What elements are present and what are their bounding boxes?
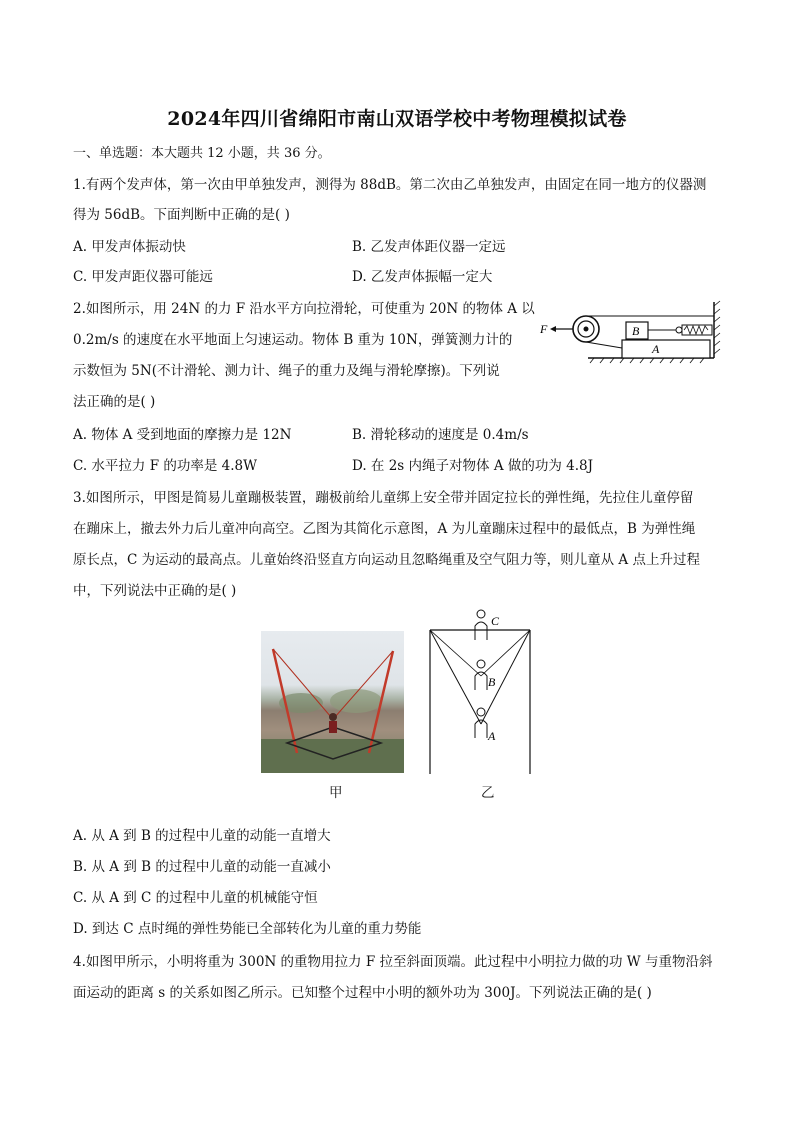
q3-stem-line4: 中，下列说法中正确的是( ) — [73, 583, 237, 599]
q2-stem-line2: 0.2m/s 的速度在水平地面上匀速运动。物体 B 重为 10N，弹簧测力计的 — [73, 332, 513, 348]
diagram-label-b: B — [488, 675, 496, 689]
diagram-label-a: A — [488, 729, 496, 743]
q3-option-d: D. 到达 C 点时绳的弹性势能已全部转化为儿童的重力势能 — [73, 921, 422, 937]
page-title: 2024年四川省绵阳市南山双语学校中考物理模拟试卷 — [167, 108, 627, 130]
fig-label-a: A — [652, 342, 660, 356]
q2-option-b: B. 滑轮移动的速度是 0.4m/s — [352, 427, 529, 443]
q3-stem-line2: 在蹦床上，撤去外力后儿童冲向高空。乙图为其简化示意图，A 为儿童蹦床过程中的最低点，B 为弹性绳 — [73, 521, 696, 537]
q3-option-c: C. 从 A 到 C 的过程中儿童的机械能守恒 — [73, 890, 318, 906]
fig-label-f: F — [540, 322, 548, 336]
section-heading: 一、单选题：本大题共 12 小题，共 36 分。 — [73, 146, 331, 161]
q2-option-d: D. 在 2s 内绳子对物体 A 做的功为 4.8J — [352, 458, 594, 474]
q4-stem-line2: 面运动的距离 s 的关系如图乙所示。已知整个过程中小明的额外功为 300J。下列说法正确的是( ) — [73, 985, 652, 1001]
caption-yi: 乙 — [481, 785, 495, 801]
q1-option-c: C. 甲发声距仪器可能远 — [73, 269, 213, 285]
bungee-photo — [261, 631, 404, 773]
q2-stem-line1: 2.如图所示，用 24N 的力 F 沿水平方向拉滑轮，可使重为 20N 的物体 A 以 — [73, 301, 535, 317]
q1-stem-line1: 1.有两个发声体，第一次由甲单独发声，测得为 88dB。第二次由乙单独发声，由固定在同一地方的仪器测 — [73, 177, 707, 193]
q2-stem-line4: 法正确的是( ) — [73, 394, 156, 410]
q1-option-a: A. 甲发声体振动快 — [73, 239, 186, 255]
q2-stem-line3: 示数恒为 5N(不计滑轮、测力计、绳子的重力及绳与滑轮摩擦)。下列说 — [73, 363, 500, 379]
bungee-diagram — [424, 604, 536, 776]
diagram-label-c: C — [491, 614, 500, 628]
q4-stem-line1: 4.如图甲所示，小明将重为 300N 的重物用拉力 F 拉至斜面顶端。此过程中小明拉力做的功 W 与重物沿斜 — [73, 954, 713, 970]
q3-stem-line3: 原长点，C 为运动的最高点。儿童始终沿竖直方向运动且忽略绳重及空气阻力等，则儿童从 A 点上升过程 — [73, 552, 700, 568]
caption-jia: 甲 — [329, 785, 343, 801]
q2-option-c: C. 水平拉力 F 的功率是 4.8W — [73, 458, 258, 474]
q3-option-b: B. 从 A 到 B 的过程中儿童的动能一直减小 — [73, 859, 331, 875]
q3-stem-line1: 3.如图所示，甲图是简易儿童蹦极装置，蹦极前给儿童绑上安全带并固定拉长的弹性绳，先拉住儿童停留 — [73, 490, 694, 506]
q3-option-a: A. 从 A 到 B 的过程中儿童的动能一直增大 — [73, 828, 331, 844]
q1-option-d: D. 乙发声体振幅一定大 — [352, 269, 493, 285]
q1-option-b: B. 乙发声体距仪器一定远 — [352, 239, 506, 255]
q2-option-a: A. 物体 A 受到地面的摩擦力是 12N — [73, 427, 292, 443]
fig-label-b: B — [632, 324, 640, 338]
q1-stem-line2: 得为 56dB。下面判断中正确的是( ) — [73, 207, 290, 223]
pulley-figure — [538, 298, 724, 364]
